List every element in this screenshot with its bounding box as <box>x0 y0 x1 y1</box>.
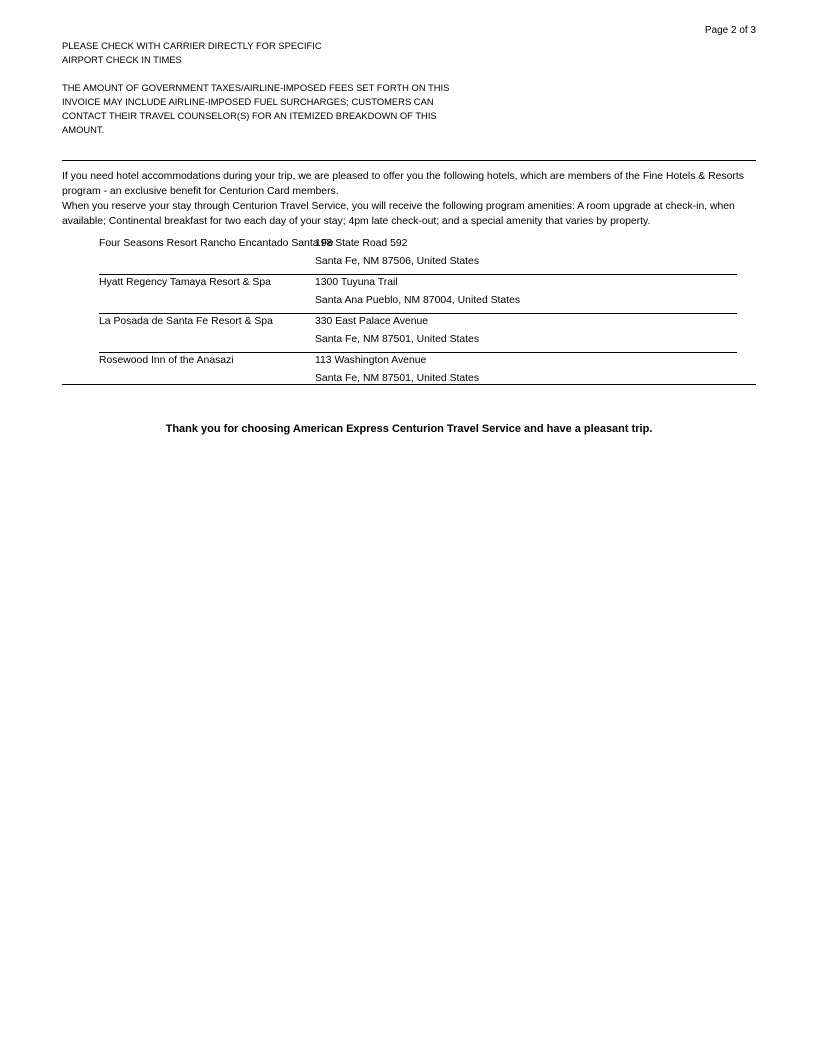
page-number: Page 2 of 3 <box>704 25 756 36</box>
checkin-notice: PLEASE CHECK WITH CARRIER DIRECTLY FOR SPECIFIC AIRPORT CHECK IN TIMES <box>62 40 322 65</box>
section-divider-bottom <box>62 384 756 385</box>
hotel-row <box>99 236 737 275</box>
offer-paragraph: If you need hotel accommodations during your trip, we are pleased to offer you the following hotels, which are members of the Fine Hotels & Resorts program - an exclusive benefit for Centurion Card members. <box>62 171 744 197</box>
hotel-city: Santa Ana Pueblo, NM 87004, United States <box>315 295 521 306</box>
hotel-name: Rosewood Inn of the Anasazi <box>99 355 234 366</box>
hotel-street: 1300 Tuyuna Trail <box>315 277 398 288</box>
hotel-row <box>99 353 737 391</box>
hotel-name: Hyatt Regency Tamaya Resort & Spa <box>99 277 271 288</box>
section-divider-top <box>62 160 756 161</box>
thank-you-message: Thank you for choosing American Express Centurion Travel Service and have a pleasant trip. <box>165 423 653 435</box>
hotel-list <box>99 236 737 391</box>
hotel-offer-intro <box>62 169 756 229</box>
hotel-row <box>99 275 737 314</box>
hotel-street: 113 Washington Avenue <box>315 355 427 366</box>
amenities-paragraph: When you reserve your stay through Centurion Travel Service, you will receive the following program amenities: A room upgrade at check-in, when available; Continental breakfast for two each day of your stay; 4pm late check-out; and a special amenity that varies by property. <box>62 201 735 227</box>
hotel-name: La Posada de Santa Fe Resort & Spa <box>99 316 273 327</box>
hotel-street: 330 East Palace Avenue <box>315 316 429 327</box>
hotel-street: 198 State Road 592 <box>315 238 408 249</box>
hotel-name: Four Seasons Resort Rancho Encantado Santa Fe <box>99 238 334 249</box>
taxes-fees-notice: THE AMOUNT OF GOVERNMENT TAXES/AIRLINE-IMPOSED FEES SET FORTH ON THIS INVOICE MAY INCLUDE AIRLINE-IMPOSED FUEL SURCHARGES; CUSTOMERS CAN CONTACT THEIR TRAVEL COUNSELOR(S) FOR AN ITEMIZED BREAKDOWN OF THIS AMOUNT. <box>62 82 450 135</box>
hotel-city: Santa Fe, NM 87501, United States <box>315 334 480 345</box>
hotel-city: Santa Fe, NM 87501, United States <box>315 373 480 384</box>
hotel-city: Santa Fe, NM 87506, United States <box>315 256 480 267</box>
hotel-row <box>99 314 737 353</box>
